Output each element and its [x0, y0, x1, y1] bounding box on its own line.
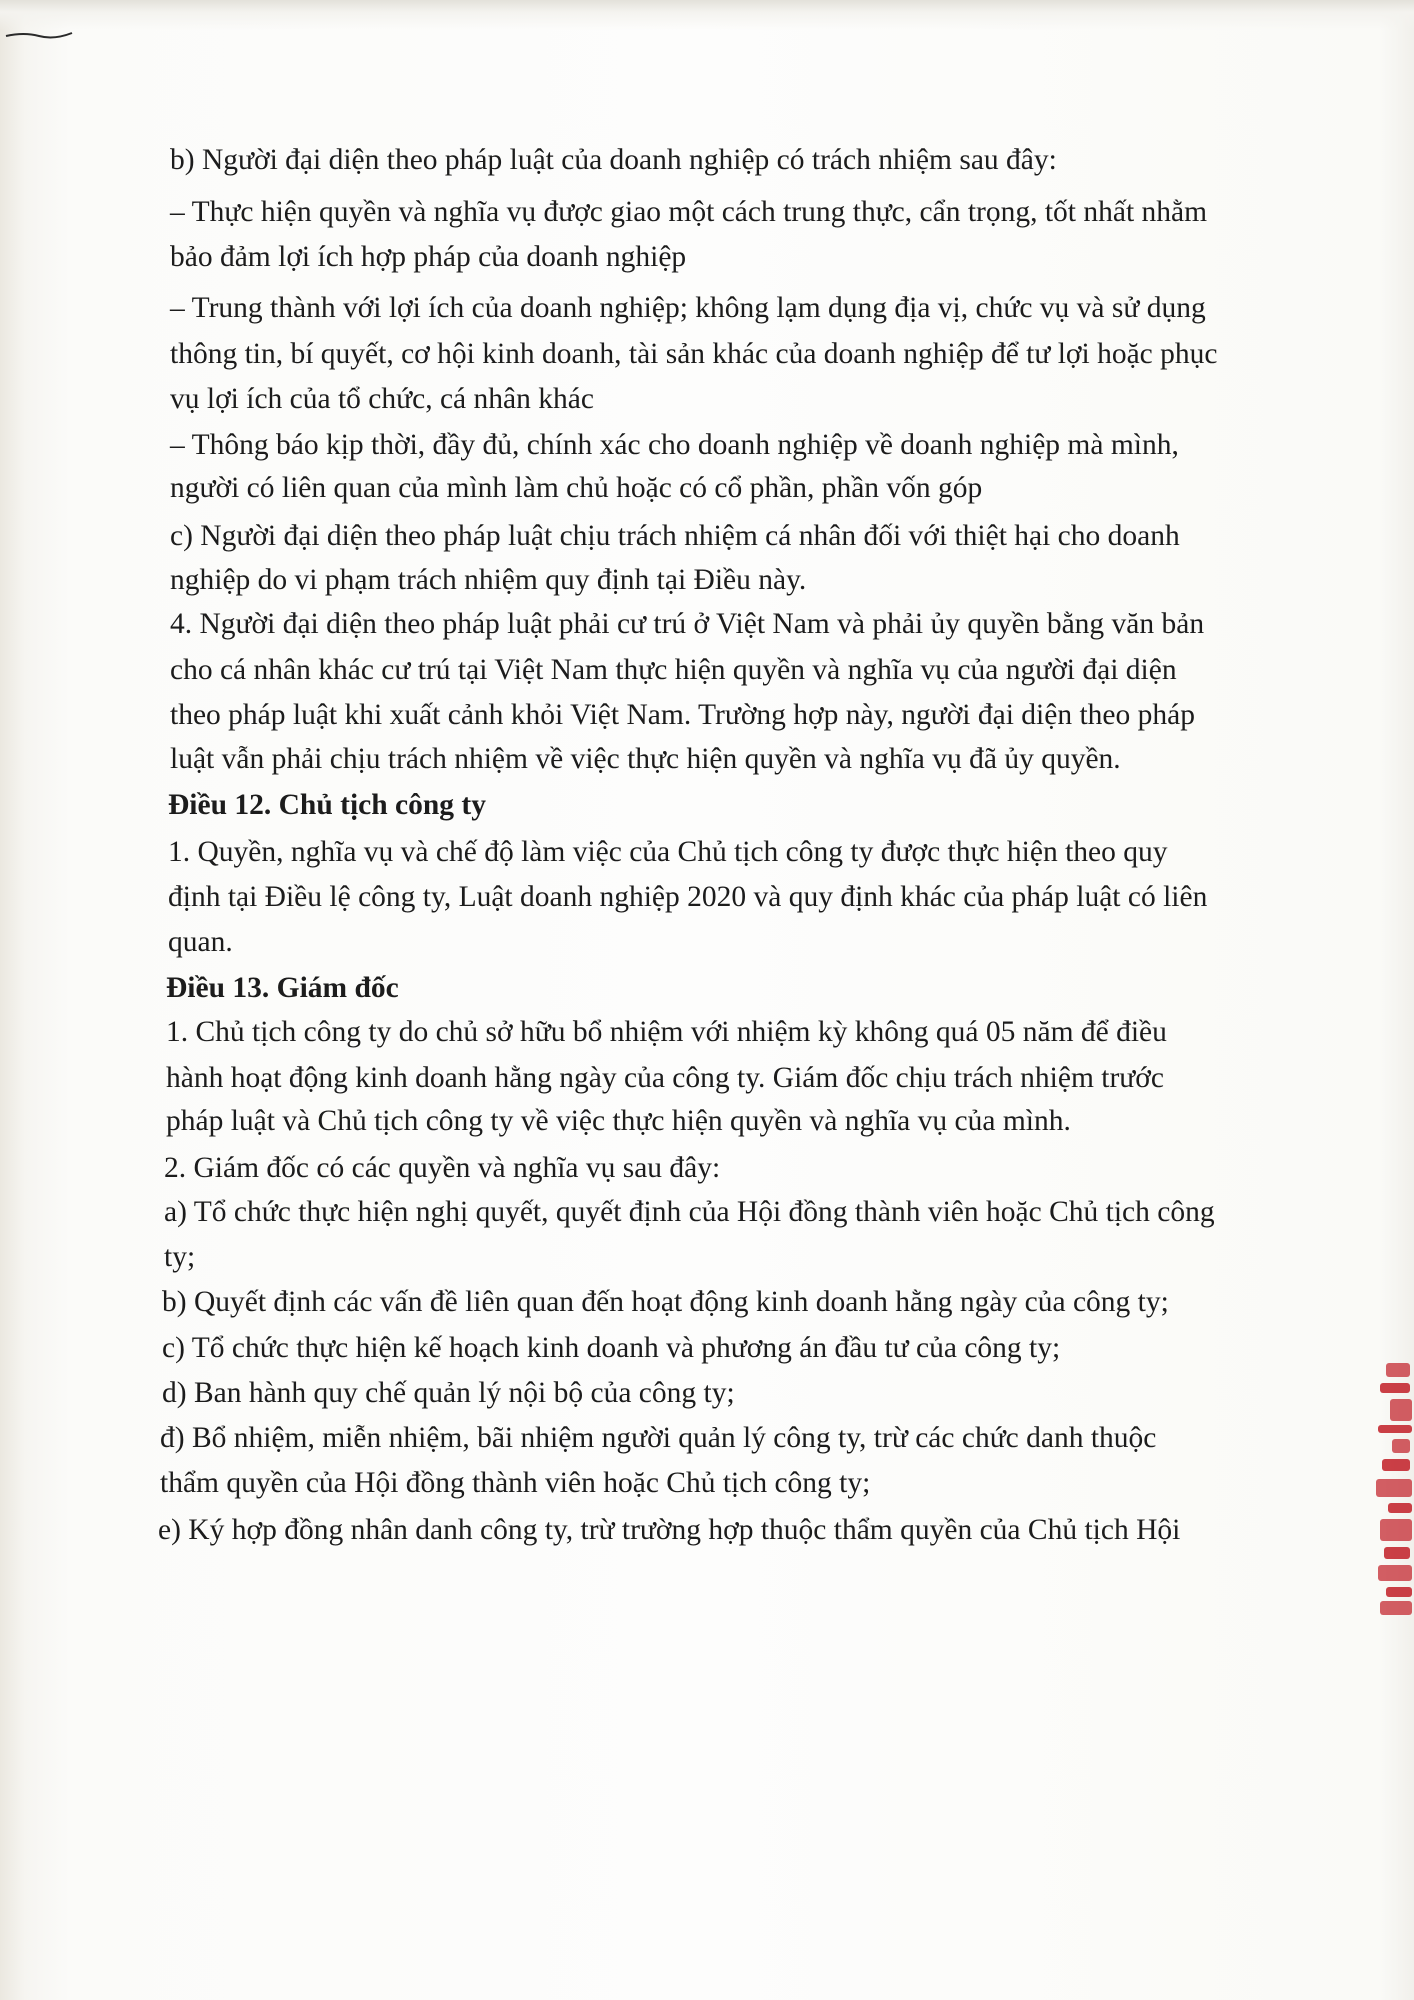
text-line: cho cá nhân khác cư trú tại Việt Nam thực hiện quyền và nghĩa vụ của người đại diện: [170, 654, 1177, 686]
text-line: nghiệp do vi phạm trách nhiệm quy định tại Điều này.: [170, 564, 807, 596]
text-line: thông tin, bí quyết, cơ hội kinh doanh, tài sản khác của doanh nghiệp để tư lợi hoặc phục: [170, 338, 1218, 370]
text-line: d) Ban hành quy chế quản lý nội bộ của công ty;: [162, 1377, 735, 1409]
stamp-mark: [1380, 1519, 1412, 1541]
text-line: hành hoạt động kinh doanh hằng ngày của công ty. Giám đốc chịu trách nhiệm trước: [166, 1062, 1164, 1094]
stamp-mark: [1388, 1503, 1412, 1513]
stamp-mark: [1386, 1363, 1410, 1377]
text-line: c) Người đại diện theo pháp luật chịu trách nhiệm cá nhân đối với thiệt hại cho doanh: [170, 520, 1180, 552]
text-line: a) Tổ chức thực hiện nghị quyết, quyết định của Hội đồng thành viên hoặc Chủ tịch công: [164, 1196, 1215, 1228]
text-line: e) Ký hợp đồng nhân danh công ty, trừ trường hợp thuộc thẩm quyền của Chủ tịch Hội: [158, 1514, 1181, 1546]
stamp-mark: [1378, 1565, 1412, 1581]
text-line: ty;: [164, 1241, 196, 1273]
corner-pen-mark: [4, 30, 74, 40]
stamp-mark: [1378, 1425, 1412, 1433]
red-seal-stamp-fragment: [1372, 1355, 1414, 1625]
text-line: vụ lợi ích của tổ chức, cá nhân khác: [170, 383, 594, 415]
text-line: – Thực hiện quyền và nghĩa vụ được giao một cách trung thực, cẩn trọng, tốt nhất nhằm: [170, 196, 1208, 228]
stamp-mark: [1386, 1587, 1412, 1597]
text-line: đ) Bổ nhiệm, miễn nhiệm, bãi nhiệm người quản lý công ty, trừ các chức danh thuộc: [160, 1422, 1157, 1454]
stamp-mark: [1390, 1399, 1412, 1421]
text-line: quan.: [168, 926, 233, 958]
stamp-mark: [1380, 1383, 1410, 1393]
text-line: b) Quyết định các vấn đề liên quan đến hoạt động kinh doanh hằng ngày của công ty;: [162, 1286, 1169, 1318]
text-line: thẩm quyền của Hội đồng thành viên hoặc Chủ tịch công ty;: [160, 1467, 871, 1499]
stamp-mark: [1382, 1459, 1410, 1471]
text-line: pháp luật và Chủ tịch công ty về việc thực hiện quyền và nghĩa vụ của mình.: [166, 1105, 1071, 1137]
text-line: người có liên quan của mình làm chủ hoặc có cổ phần, phần vốn góp: [170, 472, 983, 504]
text-line: c) Tổ chức thực hiện kế hoạch kinh doanh và phương án đầu tư của công ty;: [162, 1332, 1061, 1364]
text-line: 1. Chủ tịch công ty do chủ sở hữu bổ nhiệm với nhiệm kỳ không quá 05 năm để điều: [166, 1016, 1167, 1048]
text-line: 4. Người đại diện theo pháp luật phải cư trú ở Việt Nam và phải ủy quyền bằng văn bản: [170, 608, 1205, 640]
text-line: 1. Quyền, nghĩa vụ và chế độ làm việc của Chủ tịch công ty được thực hiện theo quy: [168, 836, 1168, 868]
text-line: bảo đảm lợi ích hợp pháp của doanh nghiệp: [170, 241, 687, 273]
text-line: luật vẫn phải chịu trách nhiệm về việc thực hiện quyền và nghĩa vụ đã ủy quyền.: [170, 743, 1121, 775]
text-line: theo pháp luật khi xuất cảnh khỏi Việt Nam. Trường hợp này, người đại diện theo pháp: [170, 699, 1195, 731]
text-line: b) Người đại diện theo pháp luật của doanh nghiệp có trách nhiệm sau đây:: [170, 144, 1057, 176]
stamp-mark: [1380, 1601, 1412, 1615]
text-line: – Thông báo kịp thời, đầy đủ, chính xác cho doanh nghiệp về doanh nghiệp mà mình,: [170, 429, 1179, 461]
stamp-mark: [1376, 1479, 1412, 1497]
text-line: – Trung thành với lợi ích của doanh nghiệp; không lạm dụng địa vị, chức vụ và sử dụng: [170, 292, 1206, 324]
article-heading: Điều 13. Giám đốc: [166, 972, 399, 1004]
stamp-mark: [1392, 1439, 1410, 1453]
article-heading: Điều 12. Chủ tịch công ty: [168, 789, 486, 821]
text-line: định tại Điều lệ công ty, Luật doanh nghiệp 2020 và quy định khác của pháp luật có liên: [168, 881, 1208, 913]
stamp-mark: [1384, 1547, 1410, 1559]
text-line: 2. Giám đốc có các quyền và nghĩa vụ sau đây:: [164, 1152, 721, 1184]
scan-top-shadow: [0, 0, 1414, 30]
